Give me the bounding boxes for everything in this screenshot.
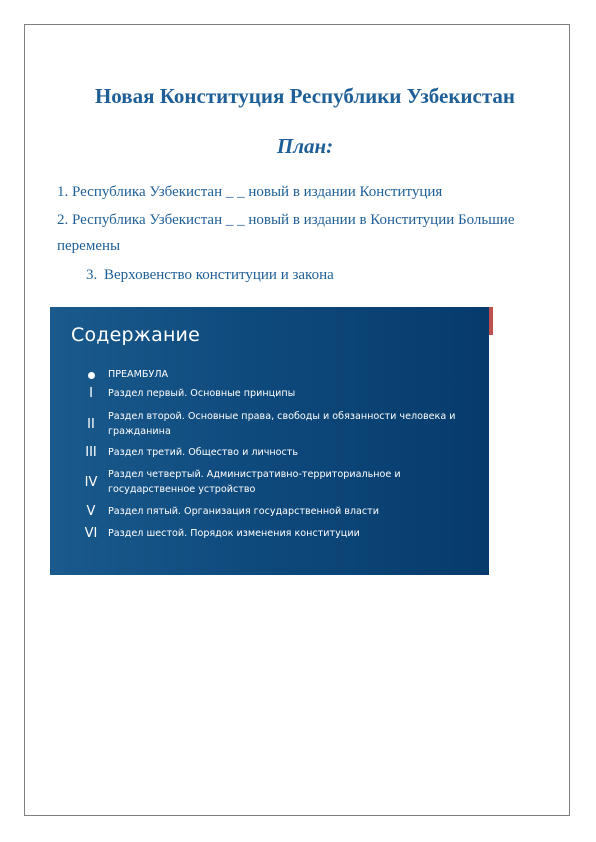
slide-accent-bar <box>489 307 493 335</box>
plan-item-number: 2. <box>57 212 69 228</box>
plan-item-text: Республика Узбекистан _ _ новый в издании в Конституции Большие перемены <box>57 212 515 254</box>
roman-numeral-marker: I <box>89 386 93 401</box>
roman-numeral-marker: III <box>85 445 97 460</box>
roman-numeral-marker: VI <box>84 526 98 541</box>
document-title: Новая Конституция Республики Узбекистан <box>94 84 516 108</box>
roman-numeral-marker: V <box>86 504 96 519</box>
plan-item-number: 1. <box>57 184 69 200</box>
roman-numeral-marker: II <box>87 417 95 432</box>
plan-heading: План: <box>276 134 334 158</box>
plan-item-1 <box>57 179 557 205</box>
plan-item-text: Верховенство конституции и закона <box>104 267 334 283</box>
slide-image-contents <box>50 307 489 575</box>
plan-item-3 <box>86 262 566 288</box>
bullet-icon <box>88 372 95 379</box>
roman-numeral-marker: IV <box>84 475 98 490</box>
toc-item-text: Раздел первый. Основные принципы <box>108 388 296 399</box>
plan-item-text: Республика Узбекистан _ _ новый в издании Конституция <box>72 184 443 200</box>
toc-item-text: Раздел шестой. Порядок изменения конституции <box>108 528 360 539</box>
toc-item-text: Раздел третий. Общество и личность <box>108 447 299 458</box>
toc-item-text: Раздел четвертый. Административно-территориальное и государственное устройство <box>108 469 401 495</box>
plan-item-2 <box>57 207 557 259</box>
slide-title: Содержание <box>71 324 200 346</box>
toc-item-text: Раздел пятый. Организация государственной власти <box>108 506 380 517</box>
plan-item-number: 3. <box>86 267 98 283</box>
toc-item-text: ПРЕАМБУЛА <box>108 369 169 380</box>
toc-item-text: Раздел второй. Основные права, свободы и обязанности человека и гражданина <box>108 411 456 437</box>
